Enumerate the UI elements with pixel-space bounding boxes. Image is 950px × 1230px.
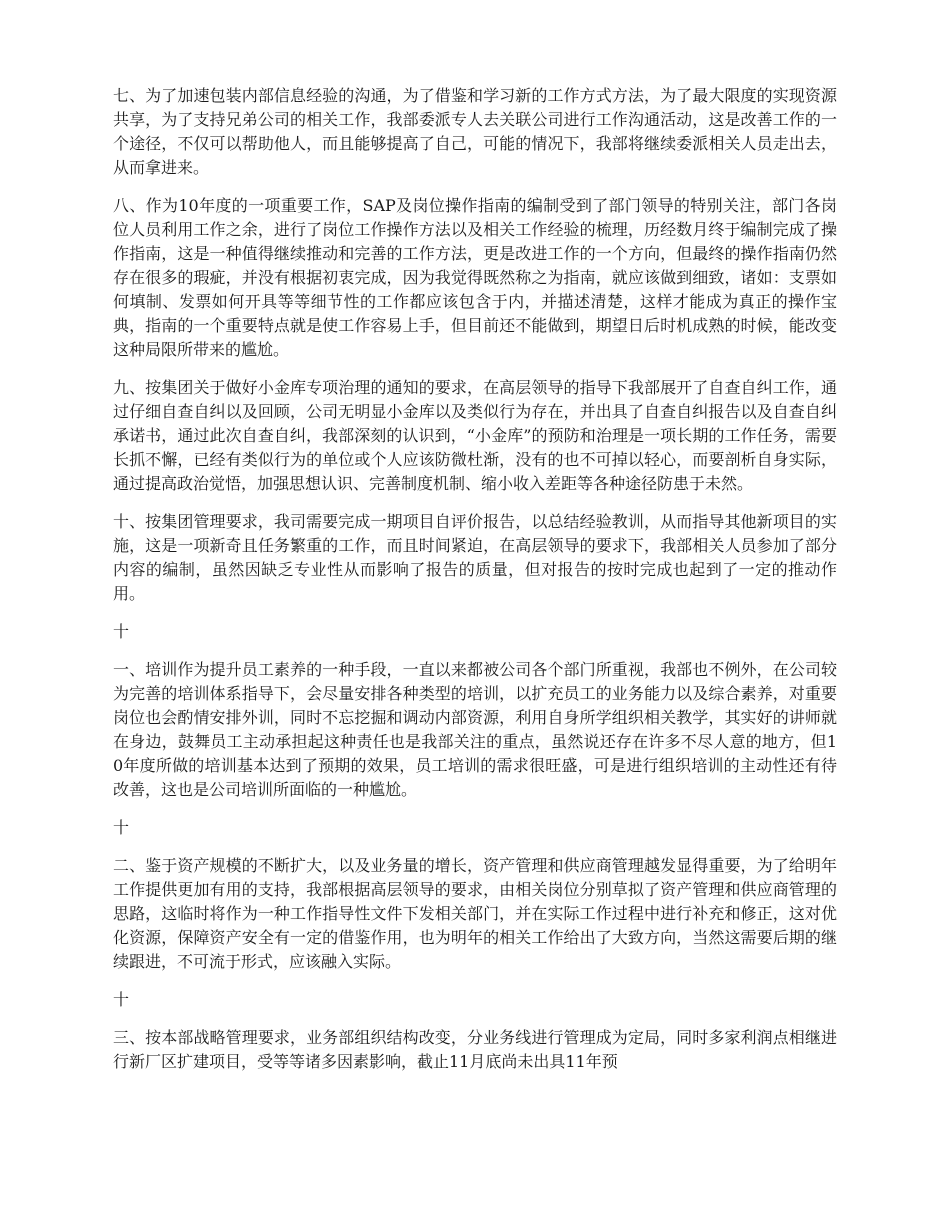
paragraph-strategy: 三、按本部战略管理要求，业务部组织结构改变，分业务线进行管理成为定局，同时多家利润点相继进行新厂区扩建项目，受等等诸多因素影响，截止11月底尚未出具11年预	[113, 1028, 837, 1071]
paragraph-training: 一、培训作为提升员工素养的一种手段，一直以来都被公司各个部门所重视，我部也不例外，在公司较为完善的培训体系指导下，会尽量安排各种类型的培训，以扩充员工的业务能力以及综合素养，对重要岗位也会酌情安排外训，同时不忘挖掘和调动内部资源，利用自身所学组织相关教学，其实好的讲师就在身边，鼓舞员工主动承担起这种责任也是我部关注的重点，虽然说还存在许多不尽人意的地方，但10年度所做的培训基本达到了预期的效果，员工培训的需求很旺盛，可是进行组织培训的主动性还有待改善，这也是公司培训所面临的一种尴尬。	[113, 660, 837, 799]
paragraph-nine: 九、按集团关于做好小金库专项治理的通知的要求，在高层领导的指导下我部展开了自查自纠工作，通过仔细自查自纠以及回顾，公司无明显小金库以及类似行为存在，并出具了自查自纠报告以及自查自纠承诺书，通过此次自查自纠，我部深刻的认识到，“小金库”的预防和治理是一项长期的工作任务，需要长抓不懈，已经有类似行为的单位或个人应该防微杜渐，没有的也不可掉以轻心，而要剖析自身实际，通过提高政治觉悟，加强思想认识、完善制度机制、缩小收入差距等各种途径防患于未然。	[113, 378, 837, 493]
section-marker: 十	[113, 990, 130, 1009]
paragraph-asset-management: 二、鉴于资产规模的不断扩大，以及业务量的增长，资产管理和供应商管理越发显得重要，为了给明年工作提供更加有用的支持，我部根据高层领导的要求，由相关岗位分别草拟了资产管理和供应商管理的思路，这临时将作为一种工作指导性文件下发相关部门，并在实际工作过程中进行补充和修正，这对优化资源，保障资产安全有一定的借鉴作用，也为明年的相关工作给出了大致方向，当然这需要后期的继续跟进，不可流于形式，应该融入实际。	[113, 856, 837, 971]
paragraph-seven: 七、为了加速包装内部信息经验的沟通，为了借鉴和学习新的工作方式方法，为了最大限度的实现资源共享，为了支持兄弟公司的相关工作，我部委派专人去关联公司进行工作沟通活动，这是改善工作的一个途径，不仅可以帮助他人，而且能够提高了自己，可能的情况下，我部将继续委派相关人员走出去，从而拿进来。	[113, 86, 837, 177]
document-page	[113, 84, 837, 1088]
section-marker: 十	[113, 622, 130, 641]
section-marker: 十	[113, 818, 130, 837]
paragraph-eight: 八、作为10年度的一项重要工作，SAP及岗位操作指南的编制受到了部门领导的特别关注，部门各岗位人员利用工作之余，进行了岗位工作操作方法以及相关工作经验的梳理，历经数月终于编制完成了操作指南，这是一种值得继续推动和完善的工作方法，更是改进工作的一个方向，但最终的操作指南仍然存在很多的瑕疵，并没有根据初衷完成，因为我觉得既然称之为指南，就应该做到细致，诸如：支票如何填制、发票如何开具等等细节性的工作都应该包含于内，并描述清楚，这样才能成为真正的操作宝典，指南的一个重要特点就是使工作容易上手，但目前还不能做到，期望日后时机成熟的时候，能改变这种局限所带来的尴尬。	[113, 196, 837, 359]
paragraph-ten: 十、按集团管理要求，我司需要完成一期项目自评价报告，以总结经验教训，从而指导其他新项目的实施，这是一项新奇且任务繁重的工作，而且时间紧迫，在高层领导的要求下，我部相关人员参加了部分内容的编制，虽然因缺乏专业性从而影响了报告的质量，但对报告的按时完成也起到了一定的推动作用。	[113, 512, 837, 603]
